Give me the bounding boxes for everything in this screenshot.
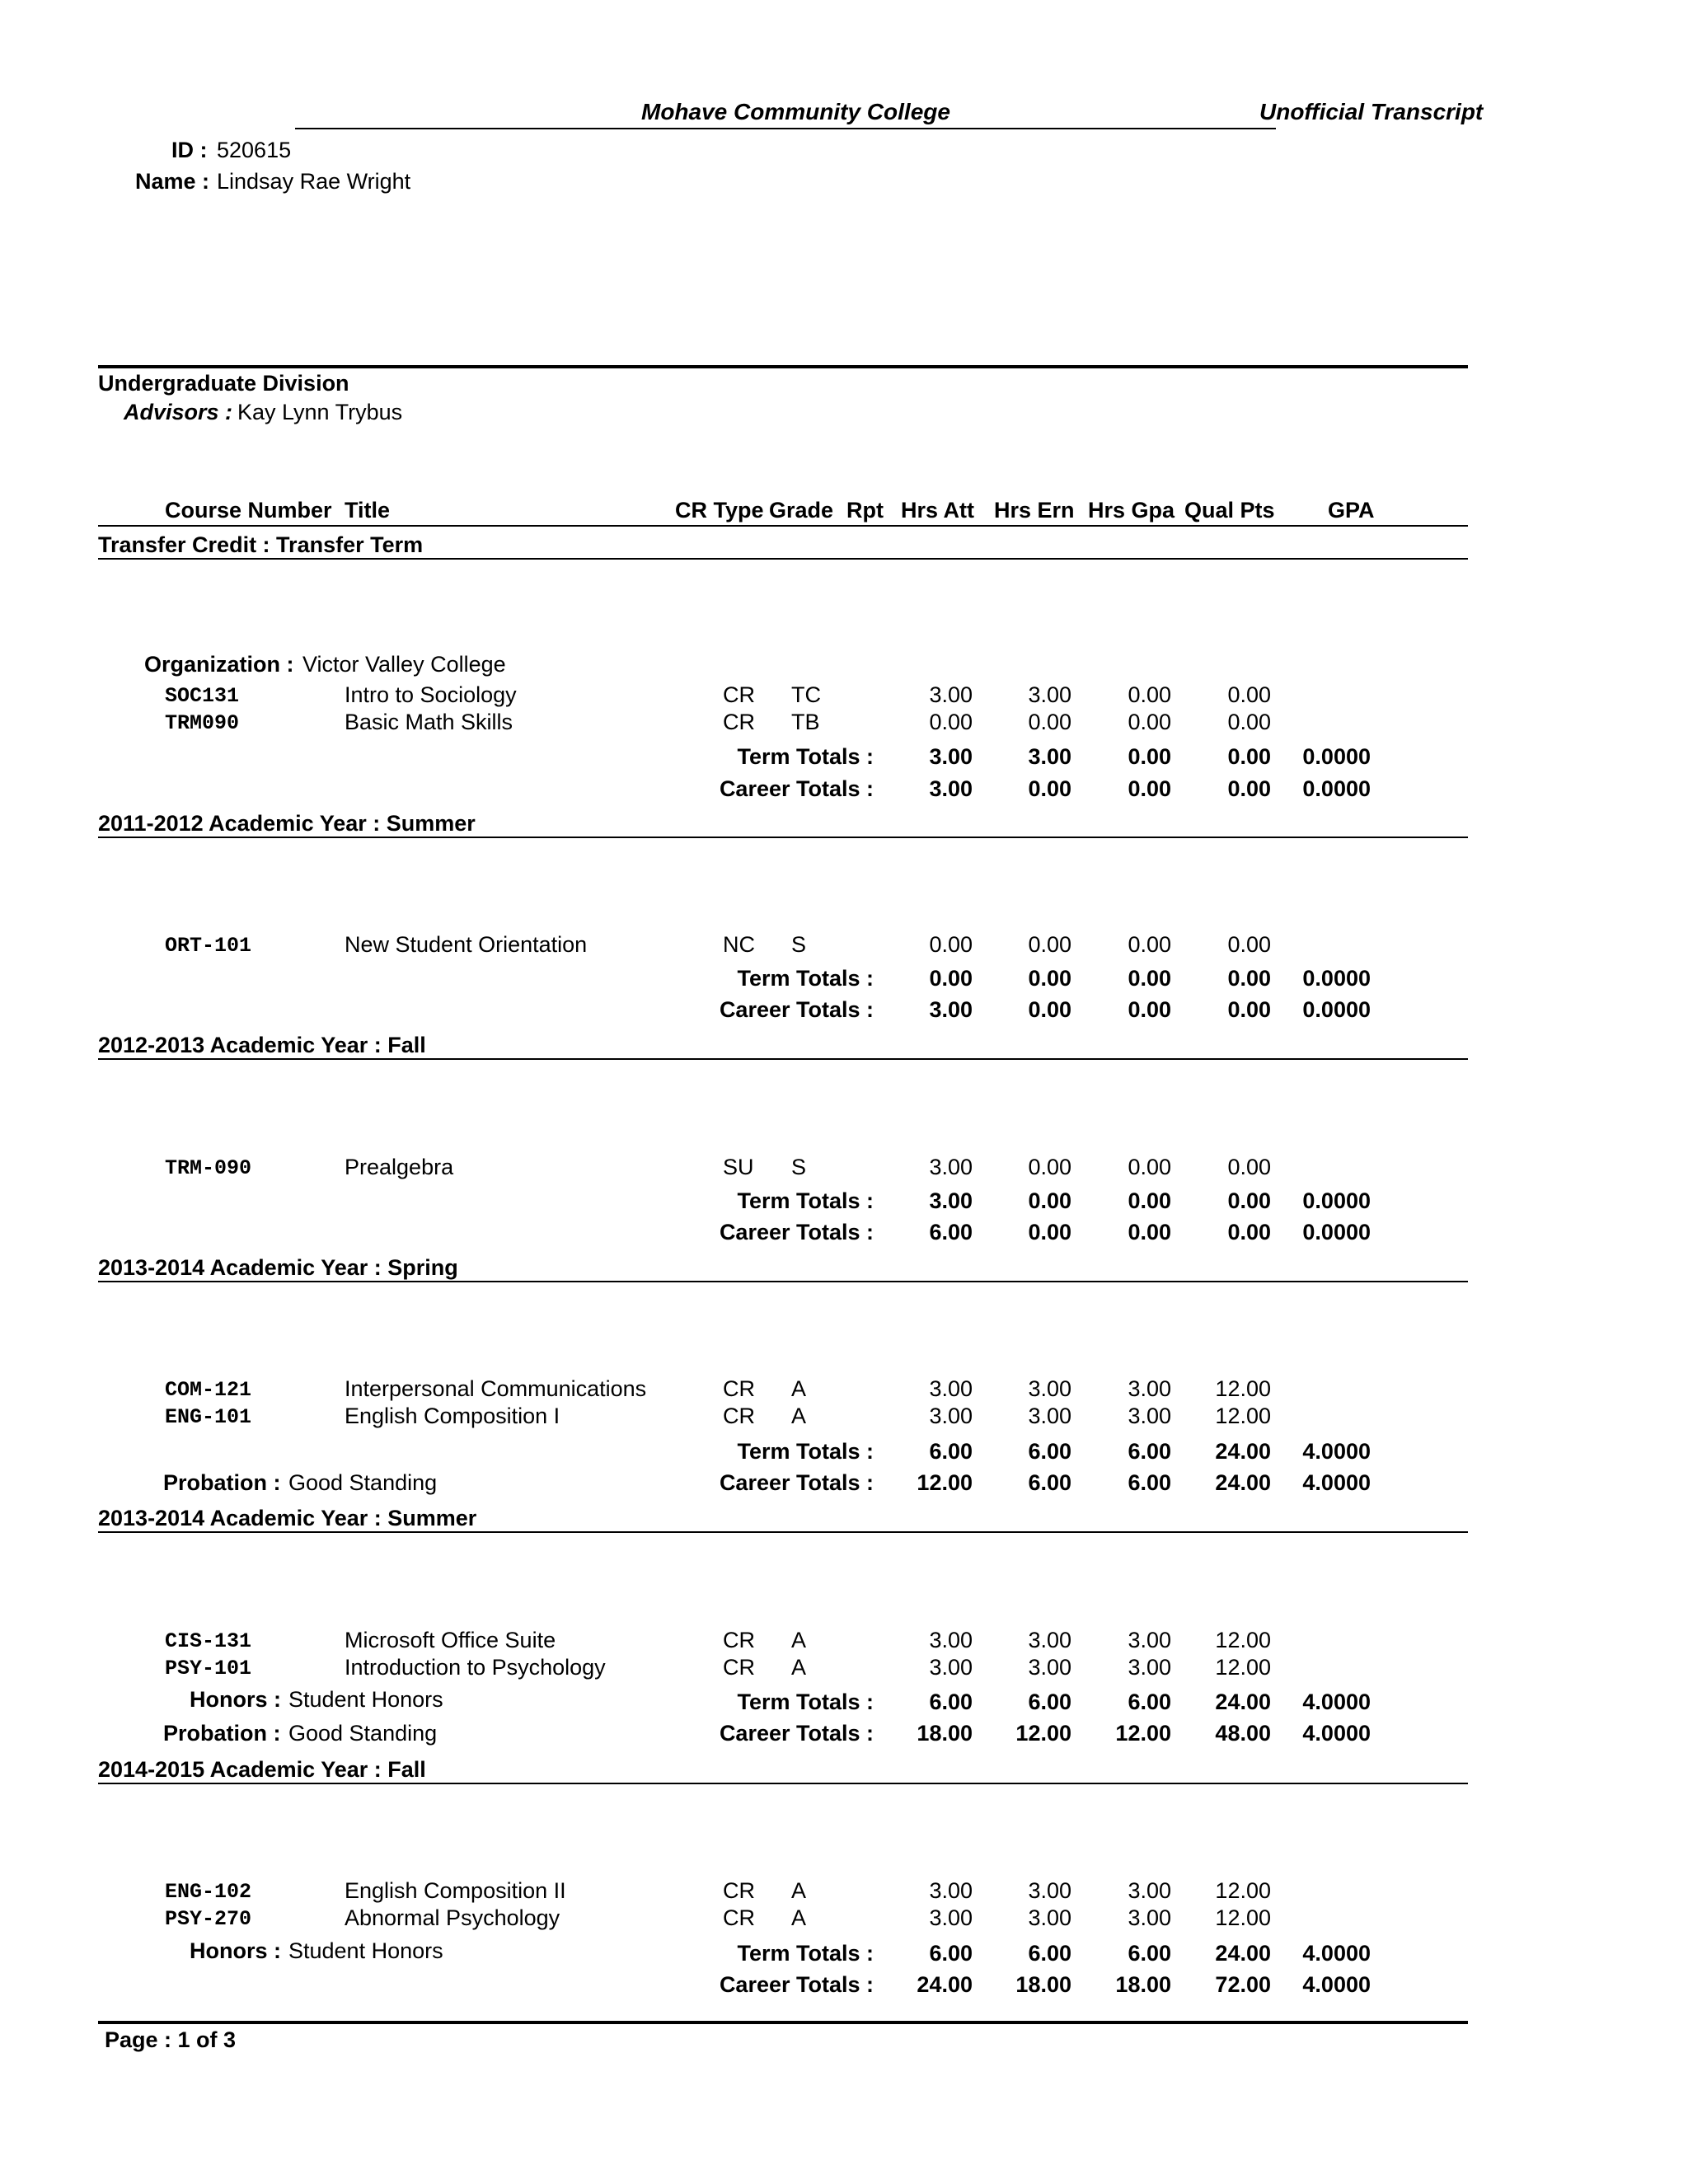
course-cr-type: CR <box>723 1655 755 1680</box>
course-code: SOC131 <box>165 684 240 708</box>
course-qp: 12.00 <box>1215 1905 1271 1930</box>
course-att: 3.00 <box>929 1155 973 1179</box>
honors-label: Honors : <box>190 1938 281 1963</box>
course-title: New Student Orientation <box>345 932 588 957</box>
honors-label: Honors : <box>190 1687 281 1712</box>
course-title: Microsoft Office Suite <box>345 1628 556 1652</box>
career-total-gpa-hrs: 0.00 <box>1128 1220 1171 1244</box>
career-total-gpa-hrs: 0.00 <box>1128 997 1171 1022</box>
course-code: ENG-102 <box>165 1880 252 1904</box>
course-gpa-hrs: 3.00 <box>1128 1628 1171 1652</box>
course-code: COM-121 <box>165 1378 252 1402</box>
career-totals-label: Career Totals : <box>719 997 874 1022</box>
college-name: Mohave Community College <box>641 99 950 124</box>
course-cr-type: CR <box>723 1878 755 1903</box>
course-title: Introduction to Psychology <box>345 1655 606 1680</box>
probation-label: Probation : <box>163 1470 281 1495</box>
course-grade: TB <box>791 710 820 734</box>
course-cr-type: CR <box>723 710 755 734</box>
course-title: English Composition I <box>345 1404 560 1428</box>
course-grade: A <box>791 1878 807 1903</box>
course-grade: S <box>791 1155 807 1179</box>
term-total-qp: 0.00 <box>1227 1188 1271 1213</box>
col-qual-pts: Qual Pts <box>1184 498 1275 523</box>
course-att: 3.00 <box>929 1628 973 1652</box>
career-total-qp: 48.00 <box>1215 1721 1271 1746</box>
term-total-gpa: 0.0000 <box>1302 966 1371 991</box>
course-att: 0.00 <box>929 932 973 957</box>
course-cr-type: NC <box>723 932 755 957</box>
term-total-ern: 6.00 <box>1028 1941 1071 1966</box>
section-title: Transfer Credit : Transfer Term <box>98 532 424 557</box>
course-qp: 12.00 <box>1215 1376 1271 1401</box>
id-value: 520615 <box>217 138 292 162</box>
course-att: 3.00 <box>929 1376 973 1401</box>
term-total-att: 6.00 <box>929 1690 973 1714</box>
course-grade: S <box>791 932 807 957</box>
term-total-att: 3.00 <box>929 744 973 769</box>
career-total-ern: 6.00 <box>1028 1470 1071 1495</box>
honors-value: Student Honors <box>288 1938 443 1963</box>
career-total-att: 18.00 <box>917 1721 973 1746</box>
term-totals-label: Term Totals : <box>737 1439 874 1464</box>
section-title: 2013-2014 Academic Year : Summer <box>98 1506 477 1530</box>
course-title: Abnormal Psychology <box>345 1905 560 1930</box>
section-title: 2013-2014 Academic Year : Spring <box>98 1255 458 1280</box>
career-total-ern: 0.00 <box>1028 1220 1071 1244</box>
page-number: Page : 1 of 3 <box>105 2027 237 2052</box>
term-total-gpa: 4.0000 <box>1302 1690 1371 1714</box>
career-total-att: 3.00 <box>929 997 973 1022</box>
term-total-gpa-hrs: 0.00 <box>1128 966 1171 991</box>
career-total-ern: 12.00 <box>1015 1721 1071 1746</box>
career-total-att: 6.00 <box>929 1220 973 1244</box>
career-totals-label: Career Totals : <box>719 1972 874 1997</box>
section-title-rule <box>98 1058 1468 1060</box>
career-total-att: 24.00 <box>917 1972 973 1997</box>
course-gpa-hrs: 3.00 <box>1128 1404 1171 1428</box>
term-total-qp: 0.00 <box>1227 966 1271 991</box>
course-ern: 3.00 <box>1028 1628 1071 1652</box>
term-total-gpa-hrs: 6.00 <box>1128 1941 1171 1966</box>
course-title: English Composition II <box>345 1878 566 1903</box>
course-title: Intro to Sociology <box>345 682 517 707</box>
organization-label: Organization : <box>144 652 294 677</box>
career-total-gpa: 4.0000 <box>1302 1470 1371 1495</box>
career-total-qp: 72.00 <box>1215 1972 1271 1997</box>
course-gpa-hrs: 3.00 <box>1128 1905 1171 1930</box>
name-label: Name : <box>135 169 210 194</box>
course-code: PSY-270 <box>165 1907 252 1931</box>
course-qp: 0.00 <box>1227 932 1271 957</box>
column-header-rule <box>98 525 1468 527</box>
course-qp: 12.00 <box>1215 1404 1271 1428</box>
course-gpa-hrs: 0.00 <box>1128 932 1171 957</box>
document-type: Unofficial Transcript <box>1259 99 1484 124</box>
career-total-att: 3.00 <box>929 776 973 801</box>
term-total-ern: 6.00 <box>1028 1690 1071 1714</box>
section-title: 2011-2012 Academic Year : Summer <box>98 811 476 836</box>
career-totals-label: Career Totals : <box>719 1470 874 1495</box>
section-title-rule <box>98 558 1468 560</box>
course-grade: TC <box>791 682 821 707</box>
term-total-ern: 3.00 <box>1028 744 1071 769</box>
col-grade: Grade <box>769 498 834 523</box>
section-title-rule <box>98 1783 1468 1784</box>
course-ern: 3.00 <box>1028 1655 1071 1680</box>
course-cr-type: CR <box>723 1628 755 1652</box>
honors-value: Student Honors <box>288 1687 443 1712</box>
course-code: TRM-090 <box>165 1156 252 1180</box>
term-total-qp: 24.00 <box>1215 1690 1271 1714</box>
career-total-att: 12.00 <box>917 1470 973 1495</box>
career-totals-label: Career Totals : <box>719 1721 874 1746</box>
career-totals-label: Career Totals : <box>719 776 874 801</box>
probation-label: Probation : <box>163 1721 281 1746</box>
course-gpa-hrs: 0.00 <box>1128 1155 1171 1179</box>
term-totals-label: Term Totals : <box>737 744 874 769</box>
course-code: ENG-101 <box>165 1405 252 1429</box>
section-title-rule <box>98 1281 1468 1282</box>
name-value: Lindsay Rae Wright <box>217 169 411 194</box>
course-gpa-hrs: 3.00 <box>1128 1878 1171 1903</box>
course-ern: 3.00 <box>1028 1404 1071 1428</box>
term-total-gpa: 4.0000 <box>1302 1941 1371 1966</box>
term-totals-label: Term Totals : <box>737 1941 874 1966</box>
course-ern: 3.00 <box>1028 682 1071 707</box>
course-gpa-hrs: 0.00 <box>1128 682 1171 707</box>
term-total-att: 0.00 <box>929 966 973 991</box>
course-ern: 0.00 <box>1028 932 1071 957</box>
career-total-gpa-hrs: 18.00 <box>1115 1972 1171 1997</box>
footer-rule <box>98 2021 1468 2024</box>
term-total-gpa: 0.0000 <box>1302 1188 1371 1213</box>
term-total-qp: 24.00 <box>1215 1439 1271 1464</box>
term-total-ern: 0.00 <box>1028 1188 1071 1213</box>
course-code: CIS-131 <box>165 1629 252 1653</box>
course-code: PSY-101 <box>165 1657 252 1680</box>
course-ern: 0.00 <box>1028 710 1071 734</box>
course-grade: A <box>791 1404 807 1428</box>
course-qp: 0.00 <box>1227 682 1271 707</box>
course-att: 3.00 <box>929 1878 973 1903</box>
term-total-ern: 6.00 <box>1028 1439 1071 1464</box>
course-grade: A <box>791 1905 807 1930</box>
section-title: 2014-2015 Academic Year : Fall <box>98 1757 426 1782</box>
term-total-att: 6.00 <box>929 1941 973 1966</box>
term-totals-label: Term Totals : <box>737 1690 874 1714</box>
col-hrs-ern: Hrs Ern <box>994 498 1075 523</box>
career-total-gpa: 0.0000 <box>1302 997 1371 1022</box>
career-total-ern: 0.00 <box>1028 776 1071 801</box>
course-qp: 0.00 <box>1227 1155 1271 1179</box>
term-total-att: 3.00 <box>929 1188 973 1213</box>
course-att: 0.00 <box>929 710 973 734</box>
organization-value: Victor Valley College <box>302 652 506 677</box>
course-att: 3.00 <box>929 1655 973 1680</box>
col-gpa: GPA <box>1328 498 1375 523</box>
term-total-gpa-hrs: 0.00 <box>1128 1188 1171 1213</box>
advisors-value: Kay Lynn Trybus <box>237 400 403 424</box>
course-att: 3.00 <box>929 1404 973 1428</box>
course-ern: 0.00 <box>1028 1155 1071 1179</box>
career-total-qp: 0.00 <box>1227 1220 1271 1244</box>
course-title: Basic Math Skills <box>345 710 513 734</box>
term-total-ern: 0.00 <box>1028 966 1071 991</box>
career-total-qp: 24.00 <box>1215 1470 1271 1495</box>
term-total-att: 6.00 <box>929 1439 973 1464</box>
section-title-rule <box>98 1531 1468 1533</box>
advisors-label: Advisors : <box>124 400 233 424</box>
career-total-gpa: 0.0000 <box>1302 1220 1371 1244</box>
division-rule <box>98 365 1468 368</box>
course-qp: 0.00 <box>1227 710 1271 734</box>
course-gpa-hrs: 3.00 <box>1128 1376 1171 1401</box>
term-total-gpa: 4.0000 <box>1302 1439 1371 1464</box>
course-grade: A <box>791 1376 807 1401</box>
term-total-qp: 0.00 <box>1227 744 1271 769</box>
course-code: ORT-101 <box>165 934 252 958</box>
course-grade: A <box>791 1628 807 1652</box>
division-title: Undergraduate Division <box>98 371 349 396</box>
col-hrs-gpa: Hrs Gpa <box>1088 498 1175 523</box>
term-totals-label: Term Totals : <box>737 1188 874 1213</box>
course-att: 3.00 <box>929 682 973 707</box>
career-total-gpa: 4.0000 <box>1302 1721 1371 1746</box>
course-qp: 12.00 <box>1215 1878 1271 1903</box>
career-total-gpa: 0.0000 <box>1302 776 1371 801</box>
col-cr-type: CR Type <box>675 498 764 523</box>
career-total-gpa-hrs: 12.00 <box>1115 1721 1171 1746</box>
term-total-gpa-hrs: 6.00 <box>1128 1439 1171 1464</box>
career-total-ern: 0.00 <box>1028 997 1071 1022</box>
course-qp: 12.00 <box>1215 1628 1271 1652</box>
career-total-gpa: 4.0000 <box>1302 1972 1371 1997</box>
course-cr-type: SU <box>723 1155 754 1179</box>
term-total-gpa-hrs: 6.00 <box>1128 1690 1171 1714</box>
career-total-gpa-hrs: 6.00 <box>1128 1470 1171 1495</box>
term-totals-label: Term Totals : <box>737 966 874 991</box>
course-code: TRM090 <box>165 711 240 735</box>
course-qp: 12.00 <box>1215 1655 1271 1680</box>
course-gpa-hrs: 0.00 <box>1128 710 1171 734</box>
col-hrs-att: Hrs Att <box>901 498 975 523</box>
id-label: ID : <box>171 138 208 162</box>
term-total-gpa: 0.0000 <box>1302 744 1371 769</box>
course-ern: 3.00 <box>1028 1905 1071 1930</box>
career-total-gpa-hrs: 0.00 <box>1128 776 1171 801</box>
section-title-rule <box>98 837 1468 838</box>
course-gpa-hrs: 3.00 <box>1128 1655 1171 1680</box>
career-totals-label: Career Totals : <box>719 1220 874 1244</box>
course-ern: 3.00 <box>1028 1376 1071 1401</box>
col-title: Title <box>345 498 391 523</box>
col-rpt: Rpt <box>846 498 884 523</box>
course-title: Prealgebra <box>345 1155 454 1179</box>
probation-value: Good Standing <box>288 1470 438 1495</box>
course-att: 3.00 <box>929 1905 973 1930</box>
course-cr-type: CR <box>723 682 755 707</box>
course-title: Interpersonal Communications <box>345 1376 647 1401</box>
term-total-gpa-hrs: 0.00 <box>1128 744 1171 769</box>
course-cr-type: CR <box>723 1376 755 1401</box>
career-total-ern: 18.00 <box>1015 1972 1071 1997</box>
col-course-number: Course Number <box>165 498 332 523</box>
course-cr-type: CR <box>723 1404 755 1428</box>
probation-value: Good Standing <box>288 1721 438 1746</box>
career-total-qp: 0.00 <box>1227 997 1271 1022</box>
header-rule <box>295 128 1276 129</box>
career-total-qp: 0.00 <box>1227 776 1271 801</box>
course-cr-type: CR <box>723 1905 755 1930</box>
section-title: 2012-2013 Academic Year : Fall <box>98 1033 426 1057</box>
course-grade: A <box>791 1655 807 1680</box>
term-total-qp: 24.00 <box>1215 1941 1271 1966</box>
course-ern: 3.00 <box>1028 1878 1071 1903</box>
